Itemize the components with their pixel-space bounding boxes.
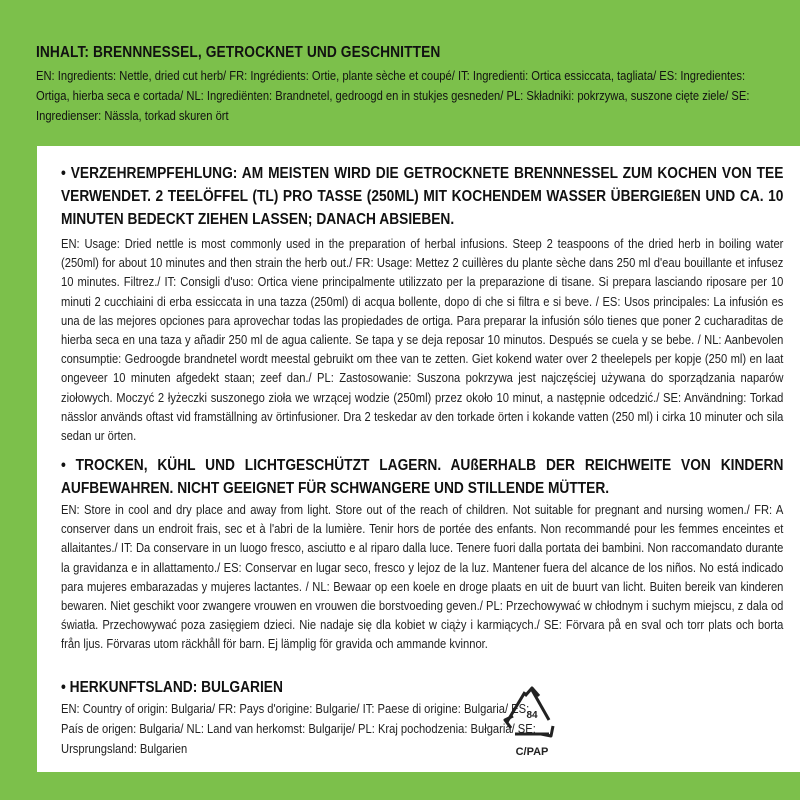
header-band bbox=[0, 0, 800, 145]
contents-title: INHALT: BRENNNESSEL, GETROCKNET UND GESCHNITTEN bbox=[36, 44, 441, 61]
origin-text: EN: Country of origin: Bulgaria/ FR: Pays d'origine: Bulgarie/ IT: Paese di origine: Bulgaria/ ES: País de origen: Bulgaria/ NL: Land van herkomst: Bulgarije/ PL: Kraj pochodzenia: Bułgaria/ SE: Ursprungsland: Bulgarien bbox=[61, 701, 536, 756]
ingredients-text: EN: Ingredients: Nettle, dried cut herb/ FR: Ingrédients: Ortie, plante sèche et coupé/ IT: Ingredienti: Ortica essiccata, tagliata/ ES: Ingredientes: Ortiga, hierba seca e cortada/ NL: Ingrediënten: Brandnetel, gedroogd en in stukjes gesneden/ PL: Składniki: pokrzywa, suszone cięte ziele/ SE: Ingredienser: Nässla, torkad skuren ört bbox=[36, 68, 750, 123]
usage-text: EN: Usage: Dried nettle is most commonly used in the preparation of herbal infusions. Steep 2 teaspoons of the dried herb in boiling water (250ml) for about 10 minutes and then strain the herb out./ FR: Usage: Mettez 2 cuillères du plante sèche dans 250 ml d'eau bouillante et infusez 10 minutes. Filtrez./ IT: Consigli d'uso: Ortica viene principalmente utilizzato per la preparazione di tisane. Si prepara lasciando riposare per 10 minuti 2 cucchiaini di erba essiccata in una tazza (250ml) di acqua bollente, dopo di che si filtra e si beve. / ES: Usos principales: La infusión es una de las mejores opciones para aprovechar todas las propiedades de ortiga. Para preparar la infusión sólo tienes que poner 2 cucharaditas de hierba seca en una taza y añadir 250 ml de agua caliente. Se tapa y se deja reposar 10 minutos. Después se cuela y se bebe. / NL: Aanbevolen consumptie: Gedroogde brandnetel wordt meestal gebruikt om thee van te zetten. Giet kokend water over 2 theelepels per kopje (250 ml) en laat ongeveer 10 minuten afgedekt staan; zeef dan./ PL: Zastosowanie: Suszona pokrzywa jest najczęściej używana do sporządzania naparów ziołowych. Moczyć 2 łyżeczki suszonego zioła we wrzącej wodzie (250ml) przez około 10 minut, a następnie odcedzić./ SE: Användning: Torkad nässlor används oftast vid framställning av örtinfusioner. Dra 2 teskedar av den torkade örten i kokande vatten (250 ml) i cirka 10 minuter och sila sedan ur örten. bbox=[61, 236, 784, 444]
storage-heading: • TROCKEN, KÜHL UND LICHTGESCHÜTZT LAGERN. AUßERHALB DER REICHWEITE VON KINDERN AUFBEWAHREN. NICHT GEEIGNET FÜR SCHWANGERE UND STILLENDE MÜTTER. bbox=[61, 457, 784, 497]
storage-section bbox=[61, 454, 784, 652]
bottom-band bbox=[0, 772, 800, 800]
storage-text: EN: Store in cool and dry place and away from light. Store out of the reach of children. Not suitable for pregnant and nursing women./ FR: A conserver dans un endroit frais, sec et à l'abri de la lumière. Tenir hors de portée des enfants. Non recommandé pour les femmes enceintes et allaitantes./ IT: Da conservare in un luogo fresco, asciutto e al riparo dalla luce. Tenere fuori dalla portata dei bambini. Non raccomandato durante la gravidanza e in allattamento./ ES: Conservar en lugar seco, fresco y lejoz de la luz. Mantener fuera del alcance de los niños. No está indicado para mujeres embarazadas y mujeres lactantes. / NL: Bewaar op een koele en droge plaats en uit de buurt van licht. Buiten bereik van kinderen bewaren. Niet geschikt voor zwangere vrouwen en vrouwen die borstvoeding geven./ PL: Przechowywać w chłodnym i suchym miejscu, z dala od światła. Przechowywać poza zasięgiem dzieci. Nie nadaje się dla kobiet w ciąży i karmiących./ SE: Förvara på en sval och torr plats och borta från ljus. Förvaras utom räckhåll för barn. Ej lämplig för gravida och ammande kvinnor. bbox=[61, 502, 784, 652]
info-panel bbox=[37, 146, 800, 772]
origin-heading: • HERKUNFTSLAND: BULGARIEN bbox=[61, 679, 283, 696]
recycle-code: C/PAP bbox=[515, 746, 549, 758]
usage-heading: • VERZEHREMPFEHLUNG: AM MEISTEN WIRD DIE GETROCKNETE BRENNNESSEL ZUM KOCHEN VON TEE VERWENDET. 2 TEELÖFFEL (TL) PRO TASSE (250ML) MIT KOCHENDEM WASSER ÜBERGIEßEN UND CA. 10 MINUTEN BEDECKT ZIEHEN LASSEN; DANACH ABSIEBEN. bbox=[61, 165, 784, 228]
recycle-number: 84 bbox=[526, 710, 538, 721]
recycling-symbol bbox=[487, 686, 577, 766]
usage-section bbox=[61, 162, 784, 444]
